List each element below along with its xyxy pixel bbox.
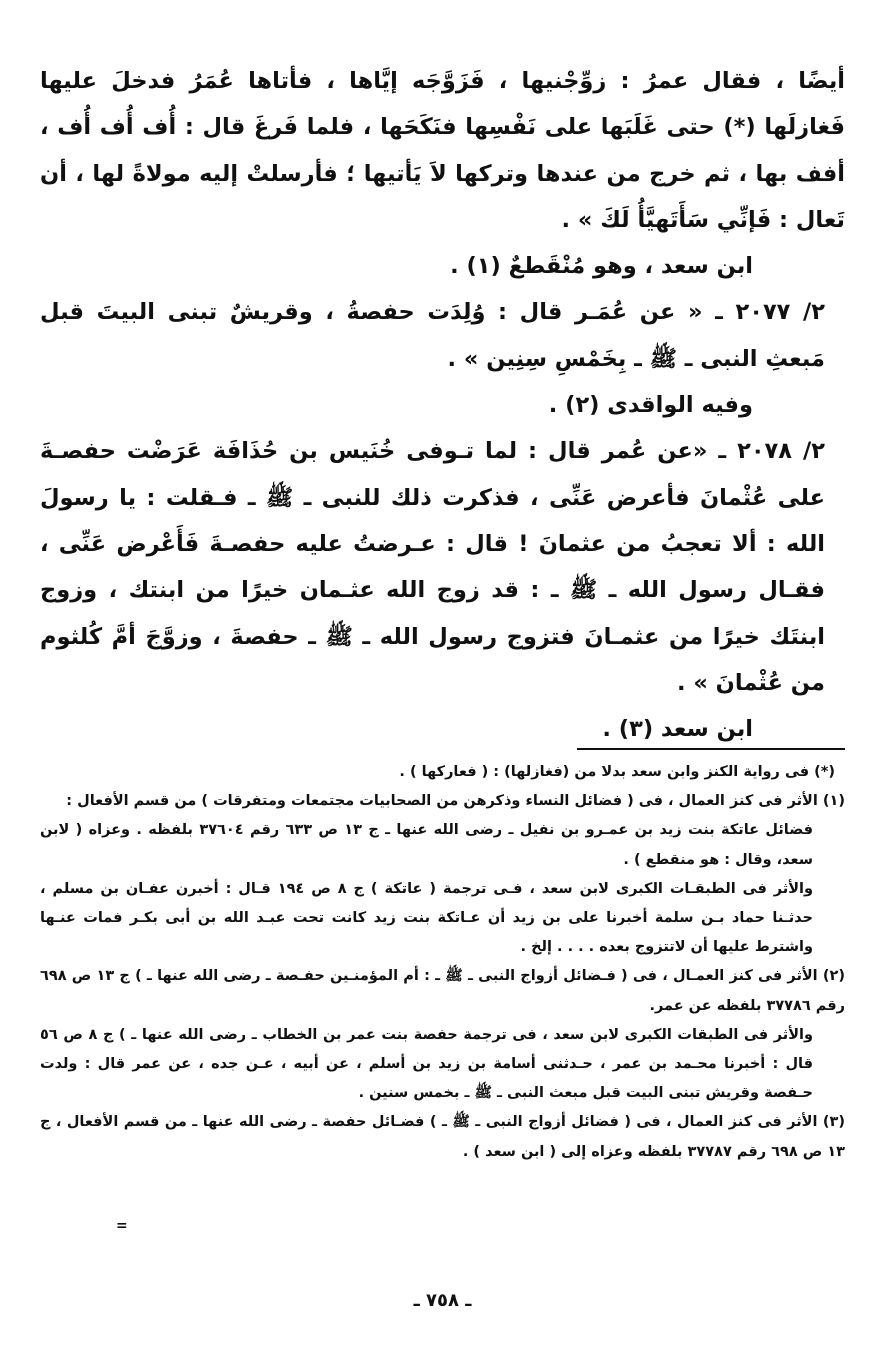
footnote-3: (٣) الأثر فى كنز العمال ، فى ( فضائل أزواج النبى ـ ﷺ ـ ) فضـائل حفصة ـ رضى الله عنها ـ من قسم الأفعال ، ج ١٣ ص ٦٩٨ رقم ٣٧٧٨٧ بلفظه وعزاه إلى ( ابن سعد ) . [40,1114,845,1160]
footnote-star: (*) فى رواية الكنز وابن سعد بدلا من (فغازلها) : ( فعاركها ) . [399,764,835,780]
footnote-2: (٢) الأثر فى كنز العمـال ، فى ( فـضائل أزواج النبى ـ ﷺ ـ : أم المؤمنـين حفـصة ـ رضى الله عنها ـ ) ج ١٣ ص ٦٩٨ رقم ٣٧٧٨٦ بلفظه عن عمر. [40,968,845,1014]
hadith-2076-continued: أيضًا ، فقال عمرُ : زوِّجْنيها ، فَزَوَّجَه إيَّاها ، فأتاها عُمَرُ فدخلَ عليها فَغازلَها (*) حتى غَلَبَها على نَفْسِها فنَكَحَها ، فلما فَرغَ قال : أُف أُف أُف ، أفف بها ، ثم خرج من عندها وتركها لاَ يَأتيها ؛ فأرسلتْ إليه مولاةً لها ، أن تَعال : فَإنِّي سَأَتَهيَّأُ لَكَ » . [40,68,845,233]
source-line-2: وفيه الواقدى (٢) . [548,392,753,419]
footnote-2-tabaqat: والأثر فى الطبقات الكبرى لابن سعد ، فى ترجمة حفصة بنت عمر بن الخطاب ـ رضى الله عنها ـ ) ج ٨ ص ٥٦ قال : أخبرنا محـمد بن عمر ، حـدثنى أسامة بن زيد بن أسلم ، عن أبيه ، عـن جده ، عن عمر قال : ولدت حـفصة وقريش تبنى البيت قبل مبعث النبى ـ ﷺ ـ بخمس سنين . [40,1026,813,1102]
source-line-3: ابن سعد (٣) . [602,716,753,743]
continuation-mark: = [116,1218,128,1234]
source-line-1: ابن سعد ، وهو مُنْقَطعٌ (١) . [450,253,753,280]
main-text [40,58,845,752]
footnote-1-detail: فضائل عاتكة بنت زيد بن عمـرو بن نفيل ـ رضى الله عنها ـ ج ١٣ ص ٦٣٣ رقم ٣٧٦٠٤ بلفظه . وعزاه ( لابن سعد، وقال : هو منقطع ) . [40,822,814,868]
footnote-divider [577,748,845,750]
footnote-1-tabaqat: والأثر فى الطبقـات الكبرى لابن سعد ، فـى ترجمة ( عاتكة ) ج ٨ ص ١٩٤ قـال : أخبرن عفـان بن مسلم ، حدثـنا حماد بـن سلمة أخبرنا على بن زيد أن عـاتكة بنت زيد كانت تحت عبـد الله بن أبى بكـر فمات عنـها واشترط عليها أن لاتتزوج بعده . . . . إلخ . [40,880,813,956]
page-number: ـ ٧٥٨ ـ [413,1290,472,1311]
hadith-2078: ٢/ ٢٠٧٨ ـ «عن عُمر قال : لما تـوفى خُنَيس بن حُذَافَة عَرَضْت حفصـةَ على عُثْمانَ فأعرض عَنِّى ، فذكرت ذلك للنبى ـ ﷺ ـ فـقلت : يا رسولَ الله : ألا تعجبُ من عثمانَ ! قال : عـرضتُ عليه حفصـةَ فَأَعْرض عَنِّى ، فقـال رسول الله ـ ﷺ ـ : قد زوج الله عثـمان خيرًا من ابنتك ، وزوج ابنتَك خيرًا من عثمـانَ فتزوج رسول الله ـ ﷺ ـ حفصةَ ، وزوَّجَ أمَّ كُلثوم من عُثْمانَ » . [40,438,825,696]
hadith-2077: ٢/ ٢٠٧٧ ـ « عن عُمَـر قال : وُلِدَت حفصةُ ، وقريشٌ تبنى البيتَ قبل مَبعثِ النبى ـ ﷺ ـ بِخَمْسِ سِنِين » . [40,299,825,372]
footnote-1: (١) الأثر فى كنز العمال ، فى ( فضائل النساء وذكرهن من الصحابيات مجتمعات ومتفرقات ) من قسم الأفعال : [66,793,845,810]
footnotes [40,758,845,1167]
